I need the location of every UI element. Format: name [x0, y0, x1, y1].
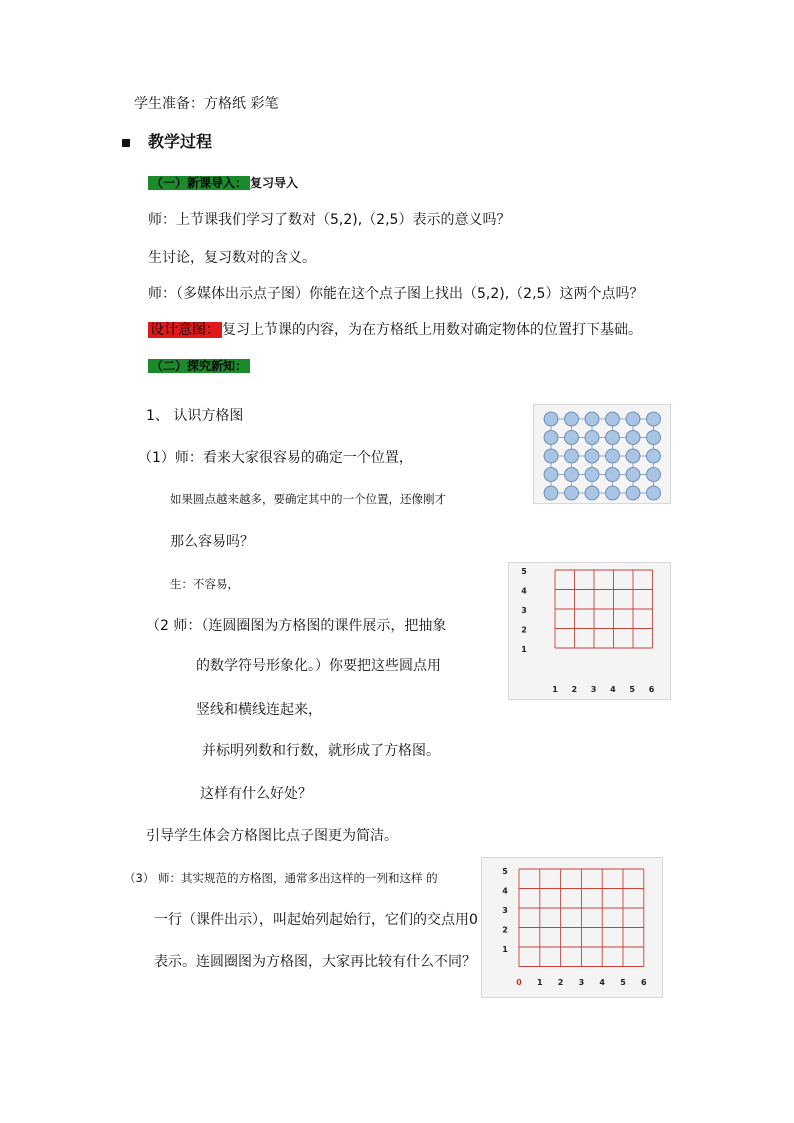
- dot-grid-dot: [647, 486, 661, 500]
- dot-grid-figure: [533, 404, 671, 504]
- dot-grid-dot: [626, 468, 640, 482]
- x-axis-label: 2: [557, 978, 564, 987]
- dot-grid-dot: [565, 412, 579, 426]
- dot-grid-dot: [626, 431, 640, 445]
- x-axis-label: 6: [641, 978, 647, 987]
- grid-1-svg: [509, 563, 670, 699]
- y-axis-label: 4: [521, 586, 527, 596]
- q2-line-e: 这样有什么好处？: [200, 786, 312, 802]
- y-axis-label: 1: [502, 945, 508, 954]
- y-axis-label: 4: [502, 886, 508, 896]
- q1-line-d: 生：不容易，: [170, 577, 239, 591]
- x-axis-label: 4: [610, 685, 616, 694]
- x-axis-label: 3: [578, 978, 585, 987]
- dot-grid-dot: [565, 431, 579, 445]
- guide-line: 引导学生体会方格图比点子图更为简洁。: [146, 828, 398, 844]
- design-intent-line: [148, 320, 642, 340]
- y-axis-label: 2: [521, 625, 527, 635]
- q2-line-d: 并标明列数和行数，就形成了方格图。: [202, 743, 440, 759]
- dot-grid-dot: [626, 486, 640, 500]
- y-axis-label: 5: [502, 867, 508, 876]
- dot-grid-dot: [585, 412, 599, 426]
- q3-line-b: 一行（课件出示），叫起始列起始行，它们的交点用0: [154, 912, 478, 928]
- dot-grid-dot: [544, 449, 558, 463]
- q1-line-c: 那么容易吗？: [170, 534, 254, 550]
- x-axis-label: 1: [537, 978, 543, 987]
- section-2-tag: （二）探究新知：: [148, 359, 250, 373]
- dot-grid-dot: [585, 431, 599, 445]
- teacher-line-2: 师：（多媒体出示点子图）你能在这个点子图上找出（5,2),（2,5）这两个点吗？: [148, 286, 644, 302]
- grid-figure-1: [508, 562, 671, 700]
- x-axis-label: 3: [590, 685, 597, 694]
- dot-grid-dot: [544, 431, 558, 445]
- y-axis-label: 5: [521, 567, 527, 576]
- dot-grid-dot: [647, 431, 661, 445]
- x-axis-label: 1: [552, 685, 558, 694]
- section-1-heading: [148, 173, 298, 193]
- dot-grid-dot: [647, 468, 661, 482]
- dot-grid-dot: [565, 486, 579, 500]
- dot-grid-dot: [585, 486, 599, 500]
- grid-2-svg: [482, 858, 662, 997]
- x-axis-label: 5: [629, 685, 635, 694]
- dot-grid-dot: [626, 412, 640, 426]
- dot-grid-dot: [647, 449, 661, 463]
- section-2-heading: [148, 356, 250, 376]
- dot-grid-dot: [626, 449, 640, 463]
- dot-grid-dot: [606, 468, 620, 482]
- q1-line-a: （1）师：看来大家很容易的确定一个位置，: [138, 450, 413, 466]
- section-bullet-icon: [122, 139, 130, 147]
- dot-grid-dot: [544, 468, 558, 482]
- student-prep-line: 学生准备：方格纸 彩笔: [134, 96, 279, 112]
- dot-grid-dot: [585, 449, 599, 463]
- design-intent-tag: 设计意图：: [150, 322, 220, 338]
- dot-grid-svg: [534, 405, 670, 503]
- section-1-title: 复习导入: [250, 176, 299, 190]
- x-axis-label: 2: [571, 685, 578, 694]
- dot-grid-dot: [544, 486, 558, 500]
- dot-grid-dot: [565, 468, 579, 482]
- teacher-line-1: 师：上节课我们学习了数对（5,2),（2,5）表示的意义吗？: [148, 212, 511, 228]
- student-line-1: 生讨论，复习数对的含义。: [148, 250, 316, 266]
- y-axis-label: 3: [502, 906, 508, 915]
- dot-grid-dot: [565, 449, 579, 463]
- dot-grid-dot: [606, 486, 620, 500]
- q3-line-c: 表示。连圆圈图为方格图，大家再比较有什么不同？: [154, 954, 476, 970]
- x-axis-label: 6: [648, 685, 655, 694]
- q2-line-b: 的数学符号形象化。）你要把这些圆点用: [196, 658, 441, 674]
- dot-grid-dot: [647, 412, 661, 426]
- item-1-title: 1、 认识方格图: [146, 408, 244, 424]
- q2-line-c: 竖线和横线连起来，: [196, 702, 322, 718]
- dot-grid-dot: [606, 431, 620, 445]
- q2-line-a: （2 师：（连圆圈图为方格图的课件展示，把抽象: [146, 618, 447, 634]
- dot-grid-dot: [606, 449, 620, 463]
- y-axis-label: 1: [521, 645, 527, 654]
- x-axis-label: 0: [516, 978, 522, 987]
- x-axis-label: 4: [599, 978, 605, 987]
- x-axis-label: 5: [620, 978, 626, 987]
- section-1-tag: （一）新课导入：: [148, 176, 250, 190]
- dot-grid-dot: [585, 468, 599, 482]
- teaching-process-heading: 教学过程: [148, 132, 213, 151]
- design-intent-text: 复习上节课的内容，为在方格纸上用数对确定物体的位置打下基础。: [222, 322, 642, 338]
- q3-line-a: （3） 师：其实规范的方格图，通常多出这样的一列和这样 的: [124, 871, 438, 885]
- y-axis-label: 2: [502, 925, 508, 935]
- grid-figure-2: [481, 857, 663, 998]
- q1-line-b: 如果圆点越来越多，要确定其中的一个位置，还像刚才: [170, 492, 446, 506]
- y-axis-label: 3: [521, 606, 527, 615]
- dot-grid-dot: [606, 412, 620, 426]
- dot-grid-dot: [544, 412, 558, 426]
